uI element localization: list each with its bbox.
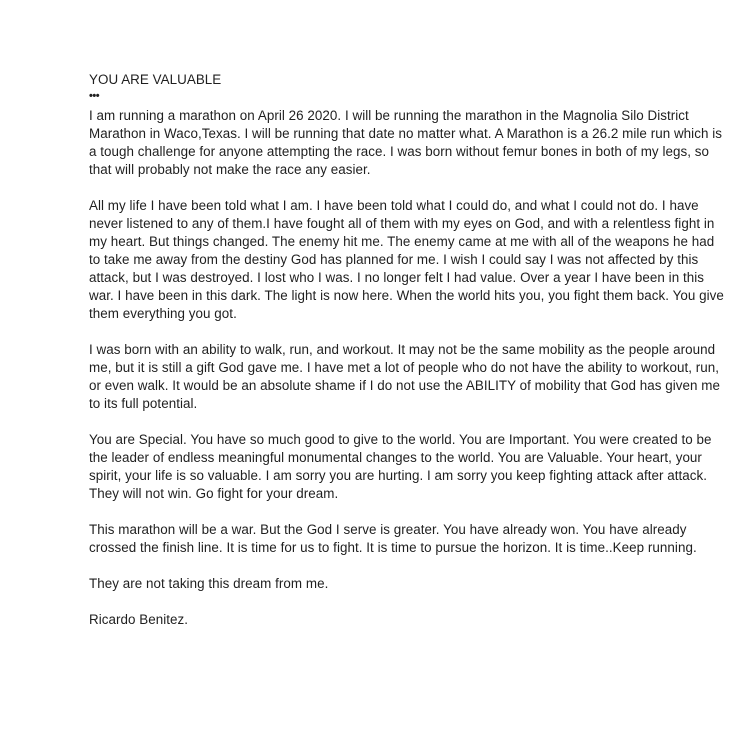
separator-dots: ••• (89, 90, 100, 102)
signature: Ricardo Benitez. (89, 612, 189, 627)
paragraph-life-struggle: All my life I have been told what I am. I have been told what I could do, and what I could not do. I have never listened to any of them.I have fought all of them with my eyes on God, and with a relentless fight in my heart. But things changed. The enemy hit me. The enemy came at me with all of the weapons he had to take me away from the destiny God has planned for me. I wish I could say I was not affected by this attack, but I was destroyed. I lost who I was. I no longer felt I had value. Over a year I have been in this war. I have been in this dark. The light is now here. When the world hits you, you fight them back. You give them everything you got. (89, 198, 724, 321)
paragraph-you-are-special: You are Special. You have so much good to give to the world. You are Important. You were created to be the leader of endless meaningful monumental changes to the world. You are Valuable. Your heart, your spirit, your life is so valuable. I am sorry you are hurting. I am sorry you keep fighting attack after attack. They will not win. Go fight for your dream. (89, 432, 712, 501)
paragraph-marathon-war: This marathon will be a war. But the God I serve is greater. You have already won. You have already crossed the finish line. It is time for us to fight. It is time to pursue the horizon. It is time..Keep running. (89, 522, 697, 555)
document-title: YOU ARE VALUABLE (89, 72, 222, 87)
paragraph-marathon-intro: I am running a marathon on April 26 2020. I will be running the marathon in the Magnolia Silo District Marathon in Waco,Texas. I will be running that date no matter what. A Marathon is a 26.2 mile run which is a tough challenge for anyone attempting the race. I was born without femur bones in both of my legs, so that will probably not make the race any easier. (89, 108, 722, 177)
paragraph-dream: They are not taking this dream from me. (89, 576, 329, 591)
paragraph-ability: I was born with an ability to walk, run, and workout. It may not be the same mobility as the people around me, but it is still a gift God gave me. I have met a lot of people who do not have the ability to workout, run, or even walk. It would be an absolute shame if I do not use the ABILITY of mobility that God has given me to its full potential. (89, 342, 720, 411)
document (89, 71, 729, 647)
